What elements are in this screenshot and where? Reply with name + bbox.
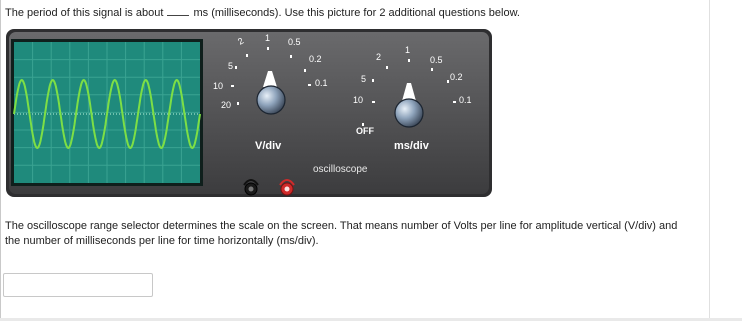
volts-scale-label: 1 [265, 33, 271, 43]
question-text [5, 6, 520, 20]
volts-scale-label: 0.1 [315, 78, 328, 88]
time-knob-label: ms/div [394, 140, 429, 152]
oscilloscope-label: oscilloscope [313, 164, 368, 175]
time-scale-label: 5 [361, 74, 367, 84]
volts-scale-label: 0.2 [309, 54, 322, 64]
volts-scale-label: 10 [213, 81, 224, 91]
question-suffix: ms (milliseconds). Use this picture for 2 additional questions below. [193, 7, 520, 19]
time-scale-label: 1 [405, 45, 411, 55]
time-scale-label: 0.5 [430, 55, 443, 65]
right-border [709, 0, 710, 321]
time-knob[interactable] [395, 99, 423, 127]
time-scale-label: 2 [376, 52, 382, 62]
answer-blank [167, 6, 189, 16]
volts-knob[interactable] [257, 86, 285, 114]
volts-scale-label: 5 [228, 61, 234, 71]
volts-knob-label: V/div [255, 140, 282, 152]
volts-scale-label: 0.5 [288, 37, 301, 47]
question-prefix: The period of this signal is about [5, 7, 164, 19]
answer-input[interactable] [3, 273, 153, 297]
instructions-text: The oscilloscope range selector determines the scale on the screen. That means number of Volts per line for amplitude vertical (V/div) and the number of milliseconds per line for time horizontally (ms/div). [5, 220, 678, 247]
time-scale-label: OFF [356, 126, 374, 136]
volts-scale-label: 2 [236, 35, 246, 47]
time-scale-label: 10 [353, 95, 364, 105]
oscilloscope-image [6, 29, 492, 197]
volts-scale-label: 20 [221, 100, 232, 110]
time-scale-label: 0.1 [459, 95, 472, 105]
left-border [0, 0, 1, 321]
time-scale-label: 0.2 [450, 72, 463, 82]
